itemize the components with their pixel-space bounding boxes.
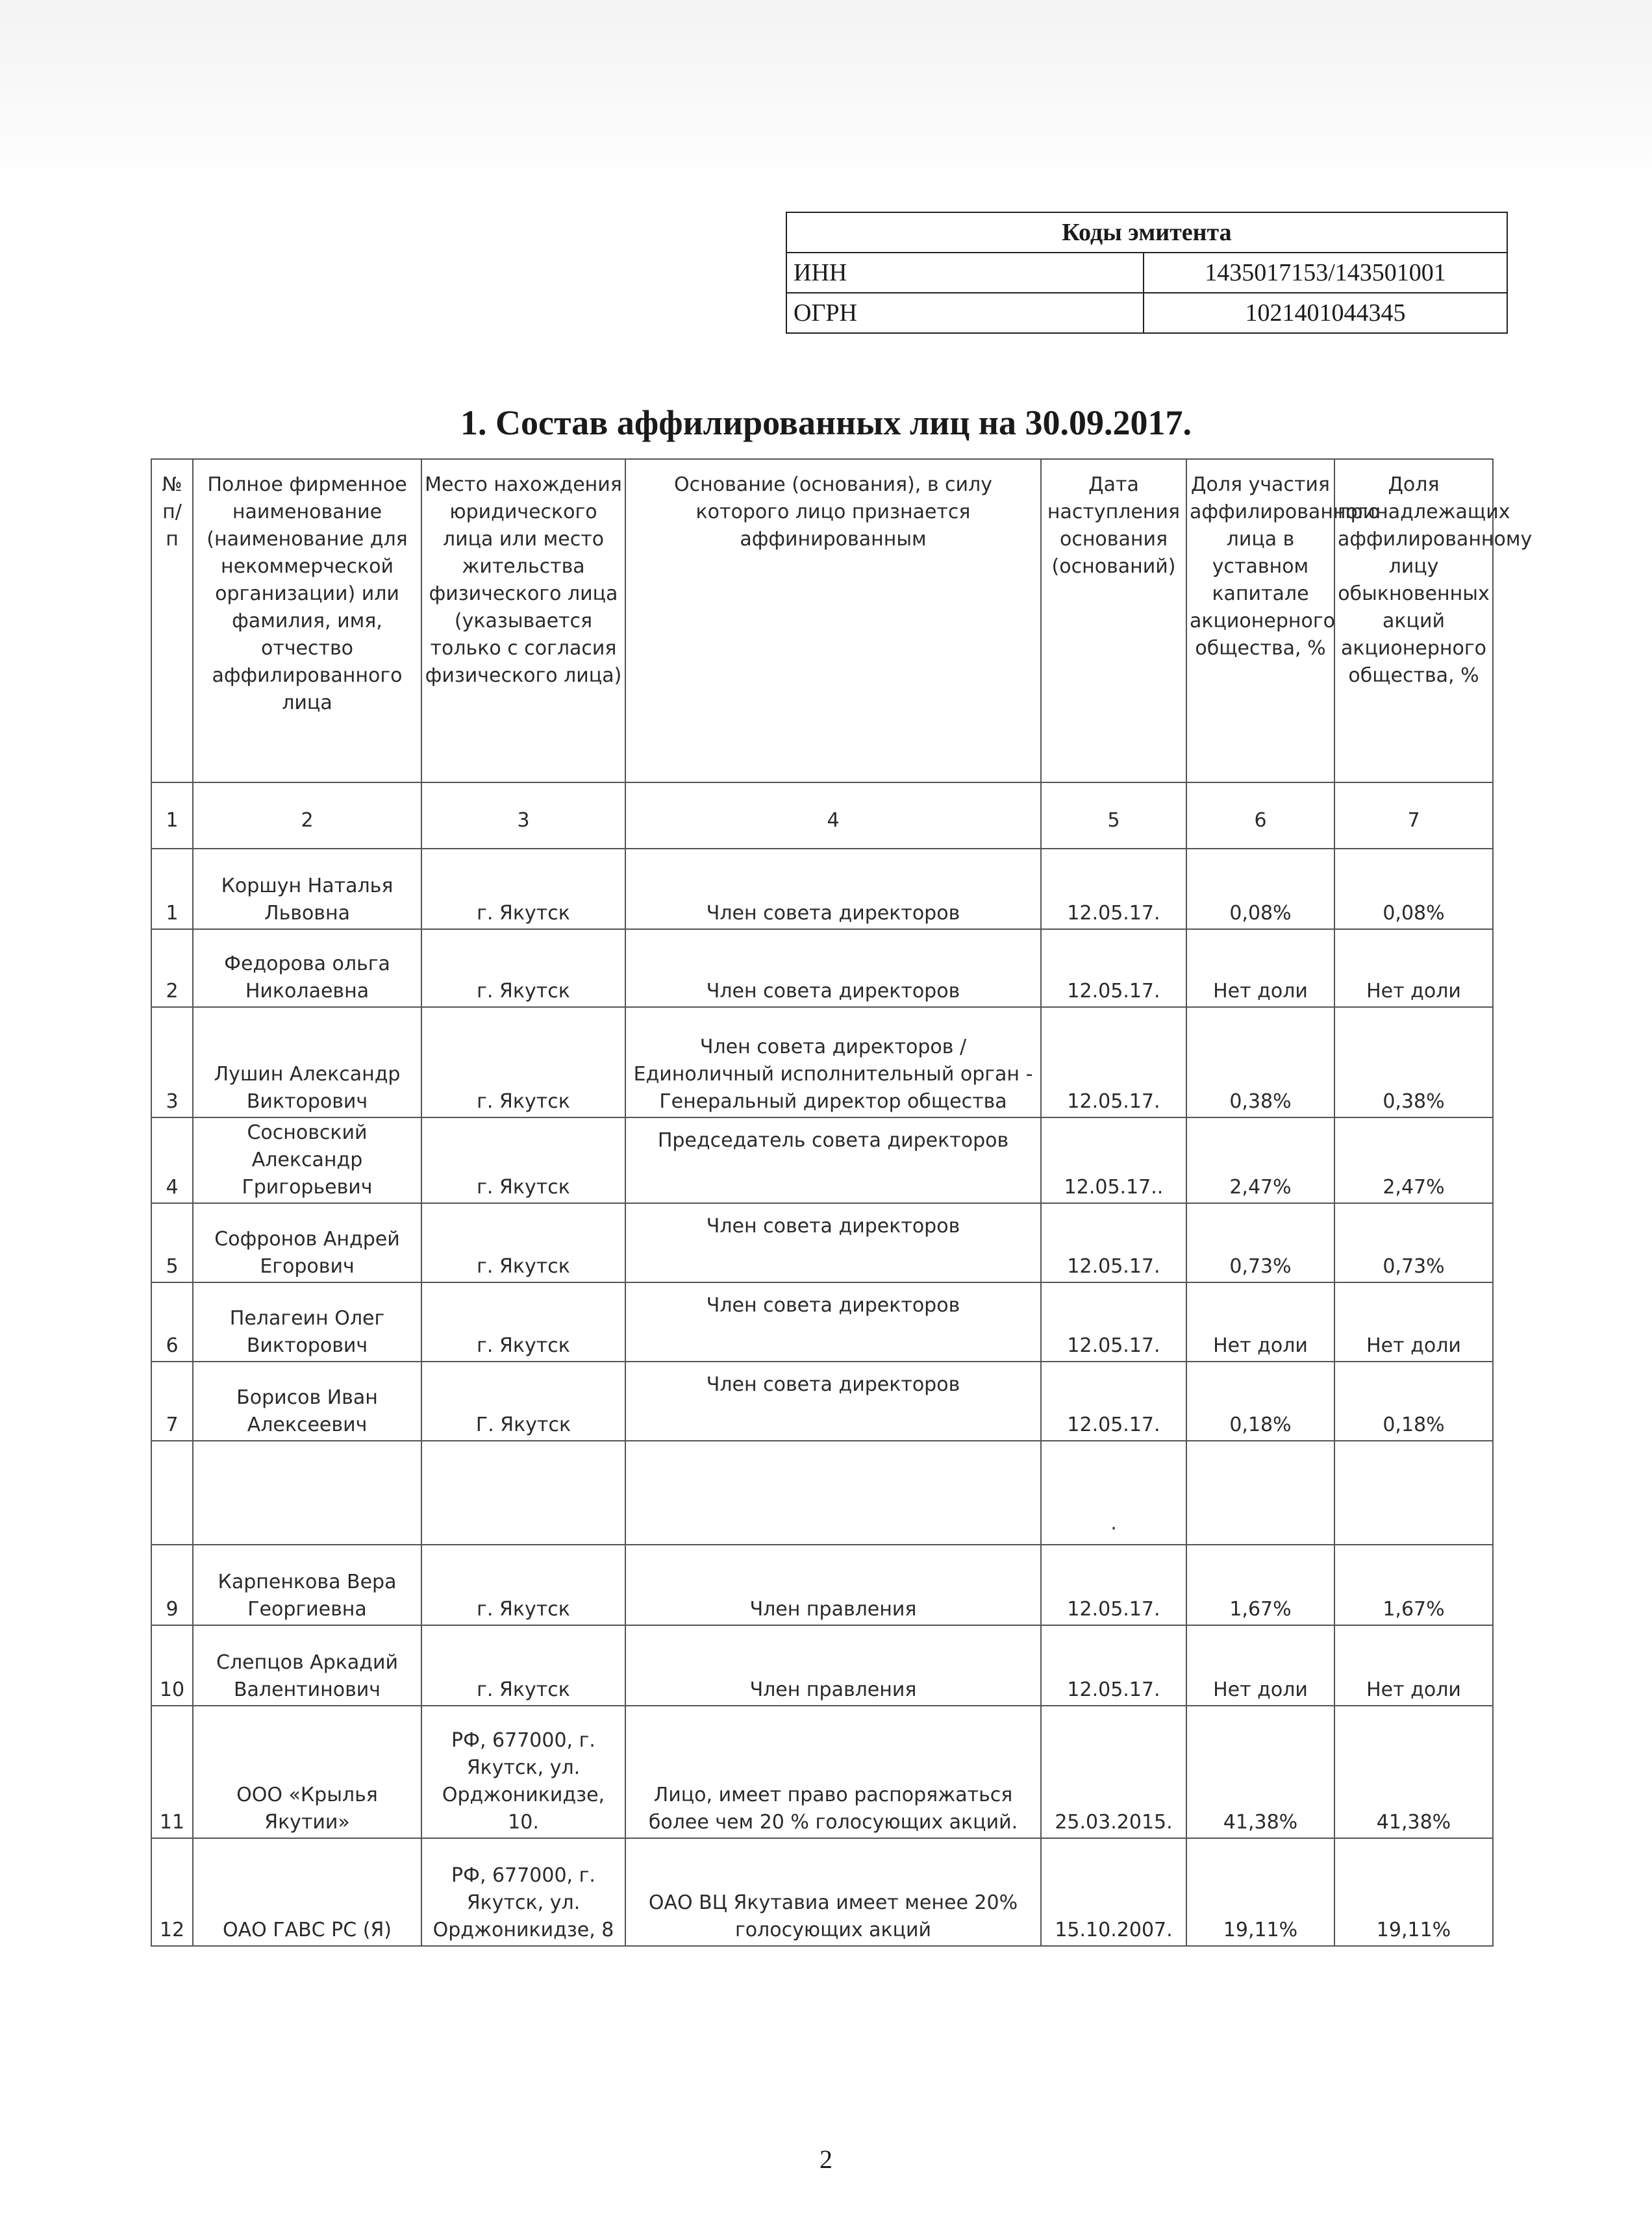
date: 12.05.17. [1041,929,1186,1007]
table-row [151,1007,1493,1117]
affiliate-name: ООО «Крылья Якутии» [193,1706,421,1838]
capital-share: Нет доли [1186,929,1334,1007]
header-date: Дата наступления основания (оснований) [1041,459,1186,782]
capital-share [1186,1441,1334,1545]
row-number: 9 [151,1545,193,1625]
row-number: 10 [151,1625,193,1706]
inn-label: ИНН [786,253,1144,293]
document-title: 1. Состав аффилированных лиц на 30.09.2017. [460,403,1192,442]
capital-share: 19,11% [1186,1838,1334,1946]
date: 12.05.17. [1041,849,1186,929]
date: 12.05.17. [1041,1203,1186,1282]
table-row [151,1282,1493,1362]
date: 12.05.17. [1041,1282,1186,1362]
stock-share: 0,73% [1334,1203,1493,1282]
issuer-codes-table [786,212,1508,334]
ogrn-value: 1021401044345 [1144,293,1507,333]
row-number: 2 [151,929,193,1007]
affiliate-name: Слепцов Аркадий Валентинович [193,1625,421,1706]
column-index: 4 [625,782,1041,849]
stock-share: 41,38% [1334,1706,1493,1838]
affiliate-name: Пелагеин Олег Викторович [193,1282,421,1362]
basis: Член совета директоров [625,1282,1041,1362]
row-number: 1 [151,849,193,929]
affiliate-name: Сосновский Александр Григорьевич [193,1117,421,1203]
affiliates-table [151,458,1533,1947]
row-number [151,1441,193,1545]
basis: Председатель совета директоров [625,1117,1041,1203]
table-row [151,1625,1493,1706]
basis: ОАО ВЦ Якутавиа имеет менее 20% голосующих акций [625,1838,1041,1946]
basis: Член совета директоров / Единоличный исполнительный орган - Генеральный директор общества [625,1007,1041,1117]
scan-shade [0,0,1652,195]
affiliate-name [193,1441,421,1545]
row-number: 12 [151,1838,193,1946]
table-row [151,1441,1493,1545]
stock-share [1334,1441,1493,1545]
location: г. Якутск [421,1282,625,1362]
row-number: 6 [151,1282,193,1362]
date: 12.05.17. [1041,1545,1186,1625]
table-row [151,1545,1493,1625]
inn-value: 1435017153/143501001 [1144,253,1507,293]
row-number: 4 [151,1117,193,1203]
table-row [151,849,1493,929]
capital-share: 0,73% [1186,1203,1334,1282]
basis: Лицо, имеет право распоряжаться более чем 20 % голосующих акций. [625,1706,1041,1838]
location: г. Якутск [421,929,625,1007]
date: 12.05.17.. [1041,1117,1186,1203]
capital-share: Нет доли [1186,1625,1334,1706]
location: г. Якутск [421,849,625,929]
capital-share: 41,38% [1186,1706,1334,1838]
column-index: 1 [151,782,193,849]
date: 12.05.17. [1041,1362,1186,1441]
basis: Член совета директоров [625,849,1041,929]
capital-share: 0,08% [1186,849,1334,929]
date: 12.05.17. [1041,1625,1186,1706]
stock-share: 2,47% [1334,1117,1493,1203]
affiliate-name: Лушин Александр Викторович [193,1007,421,1117]
ogrn-label: ОГРН [786,293,1144,333]
column-index: 2 [193,782,421,849]
date: · [1041,1441,1186,1545]
column-index: 7 [1334,782,1493,849]
basis: Член совета директоров [625,1203,1041,1282]
row-number: 11 [151,1706,193,1838]
location: Г. Якутск [421,1362,625,1441]
codes-row-ogrn [786,293,1507,333]
basis [625,1441,1041,1545]
row-number: 7 [151,1362,193,1441]
capital-share: 1,67% [1186,1545,1334,1625]
basis: Член правления [625,1545,1041,1625]
affiliate-name: Борисов Иван Алексеевич [193,1362,421,1441]
affiliate-name: Карпенкова Вера Георгиевна [193,1545,421,1625]
location: РФ, 677000, г. Якутск, ул. Орджоникидзе, 10. [421,1706,625,1838]
codes-row-inn [786,253,1507,293]
table-body [151,849,1493,1946]
capital-share: Нет доли [1186,1282,1334,1362]
column-index: 3 [421,782,625,849]
capital-share: 2,47% [1186,1117,1334,1203]
column-index: 5 [1041,782,1186,849]
header-share: Доля участия аффилированного лица в уставном капитале акционерного общества, % [1186,459,1334,782]
page-number: 2 [820,2145,832,2174]
row-number: 5 [151,1203,193,1282]
capital-share: 0,18% [1186,1362,1334,1441]
table-row [151,1838,1493,1946]
basis: Член совета директоров [625,1362,1041,1441]
header-name: Полное фирменное наименование (наименование для некоммерческой организации) или фамилия, имя, отчество аффилированного лица [193,459,421,782]
location: г. Якутск [421,1203,625,1282]
table-header-row [151,459,1493,782]
affiliate-name: Федорова ольга Николаевна [193,929,421,1007]
date: 25.03.2015. [1041,1706,1186,1838]
location: г. Якутск [421,1007,625,1117]
date: 15.10.2007. [1041,1838,1186,1946]
codes-header: Коды эмитента [786,212,1507,253]
location: г. Якутск [421,1545,625,1625]
location: РФ, 677000, г. Якутск, ул. Орджоникидзе, 8 [421,1838,625,1946]
affiliate-name: Коршун Наталья Львовна [193,849,421,929]
stock-share: Нет доли [1334,929,1493,1007]
table-row [151,1117,1493,1203]
header-basis: Основание (основания), в силу которого лицо признается аффинированным [625,459,1041,782]
table-row [151,1203,1493,1282]
header-number: № п/ п [151,459,193,782]
table-row [151,929,1493,1007]
table-row [151,1706,1493,1838]
header-stock: Доля принадлежащих аффилированному лицу обыкновенных акций акционерного общества, % [1334,459,1493,782]
capital-share: 0,38% [1186,1007,1334,1117]
affiliate-name: Софронов Андрей Егорович [193,1203,421,1282]
header-place: Место нахождения юридического лица или место жительства физического лица (указывается только с согласия физического лица) [421,459,625,782]
column-index-row [151,782,1493,849]
table-row [151,1362,1493,1441]
basis: Член правления [625,1625,1041,1706]
affiliate-name: ОАО ГАВС РС (Я) [193,1838,421,1946]
row-number: 3 [151,1007,193,1117]
location [421,1441,625,1545]
stock-share: 1,67% [1334,1545,1493,1625]
stock-share: 19,11% [1334,1838,1493,1946]
location: г. Якутск [421,1625,625,1706]
stock-share: 0,38% [1334,1007,1493,1117]
location: г. Якутск [421,1117,625,1203]
column-index: 6 [1186,782,1334,849]
stock-share: 0,08% [1334,849,1493,929]
stock-share: Нет доли [1334,1282,1493,1362]
basis: Член совета директоров [625,929,1041,1007]
stock-share: 0,18% [1334,1362,1493,1441]
stock-share: Нет доли [1334,1625,1493,1706]
date: 12.05.17. [1041,1007,1186,1117]
